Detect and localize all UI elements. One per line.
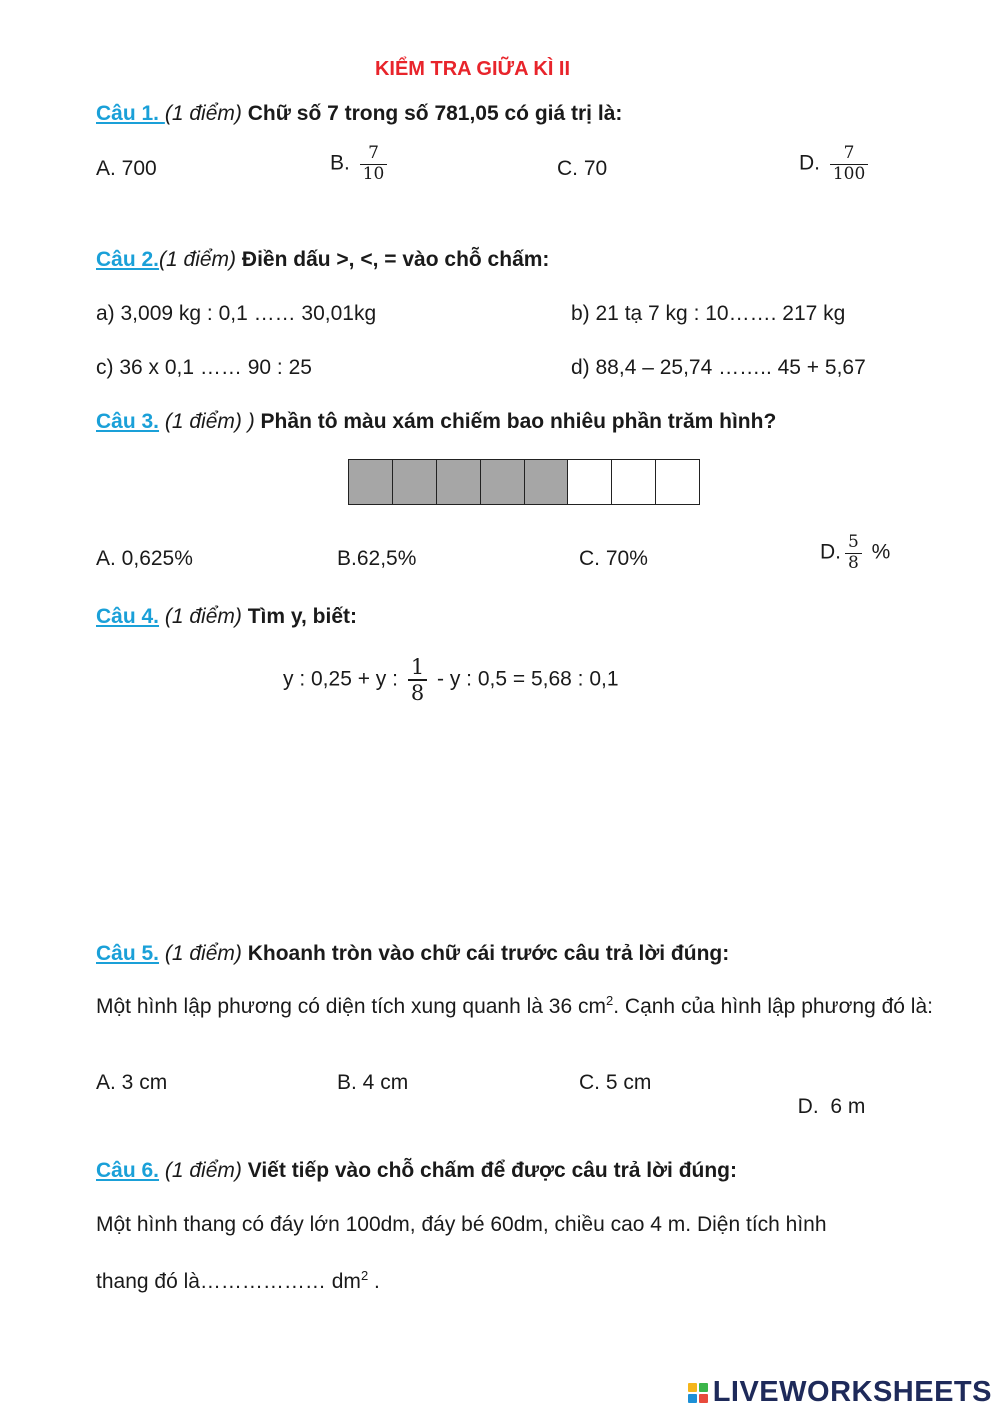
- question-6-text: Viết tiếp vào chỗ chấm để được câu trả lời đúng:: [241, 1159, 738, 1182]
- question-2-heading: [96, 248, 549, 272]
- shaded-cell: [393, 460, 437, 504]
- question-3-text: Phần tô màu xám chiếm bao nhiêu phần trăm hình?: [254, 410, 777, 433]
- question-5-body: Một hình lập phương có diện tích xung quanh là 36 $cm^2$. Cạnh của hình lập phương đó là:: [96, 993, 933, 1018]
- unshaded-cell: [612, 460, 656, 504]
- question-6-points: (1 điểm): [159, 1159, 242, 1182]
- q3-option-a[interactable]: A. 0,625%: [96, 547, 193, 570]
- q5-option-b[interactable]: B. 4 cm: [337, 1071, 409, 1094]
- q5-option-a[interactable]: A. 3 cm: [96, 1071, 168, 1094]
- q5-option-d[interactable]: D. 6 m: [797, 1095, 866, 1118]
- liveworksheets-logo-text: LIVEWORKSHEETS: [712, 1376, 992, 1408]
- question-5-text: Khoanh tròn vào chữ cái trước câu trả lời đúng:: [241, 942, 730, 965]
- q5-option-c[interactable]: C. 5 cm: [579, 1071, 652, 1094]
- page-title: KIỂM TRA GIỮA KÌ II: [374, 58, 571, 80]
- question-2-label: Câu 2.: [96, 248, 160, 271]
- q1-option-c[interactable]: C. 70: [557, 157, 608, 180]
- question-1-points: (1 điểm): [164, 102, 242, 125]
- logo-square: [688, 1383, 697, 1392]
- question-4-label: Câu 4.: [96, 605, 160, 628]
- question-6-line-2[interactable]: thang đó là……………… $dm^2$ .: [96, 1268, 380, 1293]
- logo-square: [699, 1394, 708, 1403]
- q3-option-b[interactable]: B.62,5%: [337, 547, 417, 570]
- question-5-label: Câu 5.: [96, 942, 160, 965]
- q1-option-a[interactable]: A. 700: [96, 157, 157, 180]
- q2-item-b[interactable]: b) 21 tạ 7 kg : 10……. 217 kg: [571, 302, 846, 325]
- shaded-cell: [437, 460, 481, 504]
- question-1-label: Câu 1.: [96, 102, 165, 125]
- question-3-label: Câu 3.: [96, 410, 160, 433]
- logo-square: [688, 1394, 697, 1403]
- question-5-points: (1 điểm): [159, 942, 242, 965]
- question-6-heading: [96, 1159, 737, 1183]
- question-1-heading: [96, 102, 622, 126]
- q2-item-c[interactable]: c) 36 x 0,1 …… 90 : 25: [96, 356, 312, 379]
- shaded-bar-figure: [348, 459, 700, 505]
- question-2-text: Điền dấu >, <, = vào chỗ chấm:: [236, 248, 550, 271]
- fraction: $\frac{7}{10}$: [360, 144, 388, 184]
- shaded-cell: [525, 460, 569, 504]
- unshaded-cell: [568, 460, 612, 504]
- question-4-points: (1 điểm): [159, 605, 242, 628]
- question-6-label: Câu 6.: [96, 1159, 160, 1182]
- q2-item-d[interactable]: d) 88,4 – 25,74 …….. 45 + 5,67: [571, 356, 866, 379]
- liveworksheets-logo: [688, 1376, 992, 1409]
- question-3-heading: [96, 410, 776, 434]
- question-4-text: Tìm y, biết:: [241, 605, 358, 628]
- question-5-heading: [96, 942, 729, 966]
- unshaded-cell: [656, 460, 699, 504]
- q1-option-b[interactable]: B. $\frac{7}{10}$: [330, 144, 391, 184]
- q3-option-c[interactable]: C. 70%: [579, 547, 648, 570]
- question-3-points: (1 điểm) ): [159, 410, 255, 433]
- question-2-points: (1 điểm): [159, 248, 237, 271]
- fraction: $\frac{7}{100}$: [830, 144, 868, 184]
- question-1-text: Chữ số 7 trong số 781,05 có giá trị là:: [241, 102, 623, 125]
- equation: y : 0,25 + y : $\frac{1}{8}$ - y : 0,5 = 5,68 : 0,1: [283, 655, 619, 706]
- q2-item-a[interactable]: a) 3,009 kg : 0,1 …… 30,01kg: [96, 302, 377, 325]
- liveworksheets-logo-icon: [688, 1383, 708, 1403]
- fraction: $\frac{1}{8}$: [408, 655, 427, 705]
- fraction: $\frac{5}{8}$: [845, 533, 862, 573]
- shaded-cell: [349, 460, 393, 504]
- q1-option-d[interactable]: D. $\frac{7}{100}$: [799, 144, 872, 184]
- logo-square: [699, 1383, 708, 1392]
- question-6-line-1: Một hình thang có đáy lớn 100dm, đáy bé 60dm, chiều cao 4 m. Diện tích hình: [96, 1213, 827, 1236]
- q3-option-d[interactable]: D. $\frac{5}{8}$ %: [820, 532, 891, 573]
- question-4-heading: [96, 605, 357, 629]
- shaded-cell: [481, 460, 525, 504]
